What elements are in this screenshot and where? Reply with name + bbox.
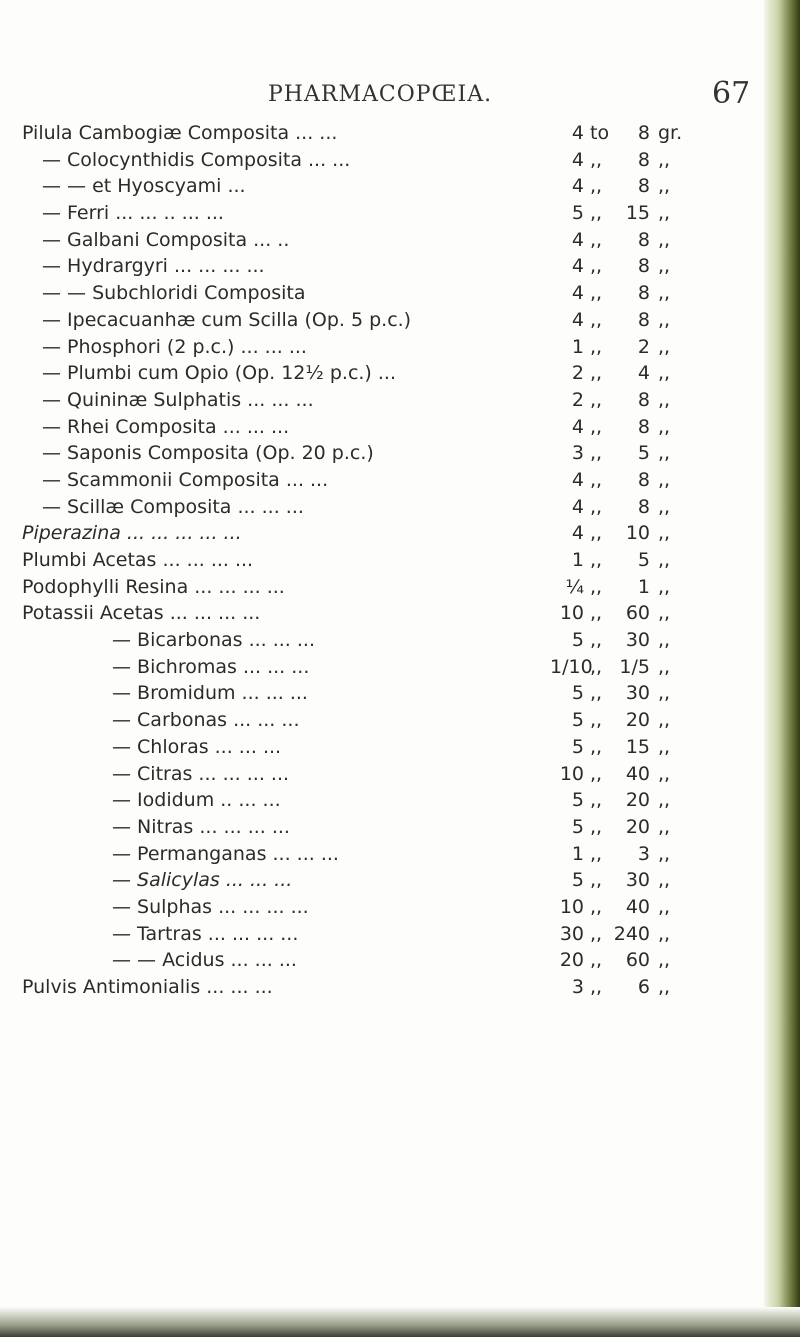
dose-separator: ,, — [590, 202, 603, 225]
dose-unit: ,, — [658, 549, 671, 571]
dose-min: ¼ — [565, 575, 584, 598]
dose-separator: ,, — [590, 976, 603, 998]
dose-unit: ,, — [658, 895, 671, 918]
drug-name: — — et Hyoscyami ... — [42, 175, 246, 198]
dose-row — [22, 654, 762, 681]
dose-min: 2 — [571, 362, 584, 385]
drug-name: — Permanganas ... ... ... — [112, 842, 339, 865]
dose-row — [22, 467, 762, 494]
dose-max: 1/5 — [619, 655, 650, 678]
dose-max: 3 — [637, 842, 650, 865]
dose-unit: ,, — [658, 468, 671, 491]
dose-separator: ,, — [590, 789, 603, 812]
dose-row — [22, 841, 762, 868]
dose-unit: ,, — [658, 842, 671, 865]
dose-max: 2 — [637, 335, 650, 358]
dose-unit: ,, — [658, 575, 671, 598]
dose-unit: ,, — [658, 442, 671, 465]
dose-min: 5 — [571, 735, 584, 758]
dose-min: 1 — [571, 842, 584, 865]
dose-separator: ,, — [590, 842, 603, 865]
dose-min: 5 — [571, 815, 584, 838]
dose-row — [22, 921, 762, 948]
drug-name: — — Acidus ... ... ... — [112, 949, 297, 972]
dose-separator: ,, — [590, 335, 603, 358]
drug-name: Pilula Cambogiæ Composita ... ... — [22, 122, 338, 144]
drug-name: — Sulphas ... ... ... ... — [112, 895, 309, 918]
dose-max: 20 — [625, 709, 650, 732]
dose-separator: ,, — [590, 682, 603, 705]
dose-min: 4 — [571, 522, 584, 545]
dose-separator: ,, — [590, 388, 603, 411]
page-number: 67 — [712, 76, 751, 111]
dose-separator: ,, — [590, 922, 603, 945]
dose-max: 8 — [637, 468, 650, 491]
dose-row — [22, 173, 762, 200]
dose-row — [22, 627, 762, 654]
drug-name: — Quininæ Sulphatis ... ... ... — [42, 388, 314, 411]
dose-row — [22, 494, 762, 521]
dose-separator: ,, — [590, 709, 603, 732]
page-edge-shadow — [764, 0, 800, 1337]
drug-name: — Tartras ... ... ... ... — [112, 922, 299, 945]
dose-unit: ,, — [658, 228, 671, 251]
dose-unit: ,, — [658, 629, 671, 652]
dose-max: 30 — [625, 629, 650, 652]
drug-name: Plumbi Acetas ... ... ... ... — [22, 549, 254, 571]
dose-unit: ,, — [658, 762, 671, 785]
dose-max: 15 — [625, 735, 650, 758]
dose-row — [22, 867, 762, 894]
dose-separator: ,, — [590, 869, 603, 892]
dose-max: 240 — [613, 922, 650, 945]
dose-row — [22, 894, 762, 921]
dose-min: 4 — [571, 175, 584, 198]
drug-name: — — Subchloridi Composita — [42, 282, 306, 305]
dose-separator: ,, — [590, 282, 603, 305]
dose-separator: ,, — [590, 602, 603, 625]
dose-row — [22, 761, 762, 788]
dose-unit: ,, — [658, 922, 671, 945]
drug-name: — Carbonas ... ... ... — [112, 709, 300, 732]
drug-name: — Plumbi cum Opio (Op. 12½ p.c.) ... — [42, 362, 396, 385]
dose-unit: ,, — [658, 202, 671, 225]
dose-min: 5 — [571, 869, 584, 892]
dose-separator: ,, — [590, 468, 603, 491]
dose-max: 8 — [637, 388, 650, 411]
dose-row — [22, 120, 762, 147]
dose-separator: ,, — [590, 522, 603, 545]
dose-separator: ,, — [590, 895, 603, 918]
dose-row — [22, 227, 762, 254]
dose-separator: ,, — [590, 228, 603, 251]
dose-min: 4 — [571, 282, 584, 305]
dose-row — [22, 734, 762, 761]
drug-name: — Bicarbonas ... ... ... — [112, 629, 315, 652]
running-head: PHARMACOPŒIA. — [268, 82, 493, 107]
dose-separator: ,, — [590, 549, 603, 571]
dose-separator: ,, — [590, 495, 603, 518]
drug-name: — Ferri ... ... .. ... ... — [42, 202, 224, 225]
dose-unit: ,, — [658, 709, 671, 732]
dose-max: 30 — [625, 869, 650, 892]
dose-min: 1/10 — [550, 655, 593, 678]
dose-max: 20 — [625, 789, 650, 812]
dose-unit: ,, — [658, 869, 671, 892]
dose-min: 4 — [571, 122, 584, 144]
dose-unit: ,, — [658, 495, 671, 518]
dose-max: 6 — [637, 976, 650, 998]
dose-min: 5 — [571, 709, 584, 732]
dose-max: 1 — [637, 575, 650, 598]
drug-name: — Hydrargyri ... ... ... ... — [42, 255, 265, 278]
dose-min: 1 — [571, 549, 584, 571]
dose-max: 10 — [625, 522, 650, 545]
dose-separator: ,, — [590, 362, 603, 385]
dose-unit: gr. — [658, 122, 683, 144]
dose-separator: ,, — [590, 655, 603, 678]
dose-min: 2 — [571, 388, 584, 411]
dose-max: 5 — [637, 549, 650, 571]
dose-min: 4 — [571, 308, 584, 331]
dose-row — [22, 947, 762, 974]
dose-unit: ,, — [658, 388, 671, 411]
drug-name: Pulvis Antimonialis ... ... ... — [22, 976, 273, 998]
dose-min: 10 — [559, 602, 584, 625]
drug-name: — Nitras ... ... ... ... — [112, 815, 290, 838]
dose-unit: ,, — [658, 335, 671, 358]
dose-row — [22, 280, 762, 307]
drug-name: — Chloras ... ... ... — [112, 735, 282, 758]
dose-max: 4 — [637, 362, 650, 385]
dose-min: 20 — [559, 949, 584, 972]
dose-min: 3 — [571, 976, 584, 998]
dose-min: 5 — [571, 629, 584, 652]
dose-unit: ,, — [658, 308, 671, 331]
dose-max: 40 — [625, 762, 650, 785]
drug-name: — Salicylas ... ... ... — [112, 869, 293, 892]
dose-row — [22, 680, 762, 707]
drug-name: — Citras ... ... ... ... — [112, 762, 290, 785]
dose-unit: ,, — [658, 976, 671, 998]
dose-row — [22, 387, 762, 414]
drug-name: Potassii Acetas ... ... ... ... — [22, 602, 261, 625]
dose-min: 4 — [571, 468, 584, 491]
dose-row — [22, 574, 762, 601]
dose-row — [22, 307, 762, 334]
drug-name: — Iodidum .. ... ... — [112, 789, 281, 812]
dose-unit: ,, — [658, 148, 671, 171]
dose-separator: to — [590, 122, 610, 144]
dose-row — [22, 253, 762, 280]
dose-min: 10 — [559, 895, 584, 918]
drug-name: Piperazina ... ... ... ... ... — [22, 522, 242, 545]
dose-separator: ,, — [590, 308, 603, 331]
drug-name: — Scillæ Composita ... ... ... — [42, 495, 304, 518]
dose-row — [22, 974, 762, 1001]
dose-min: 4 — [571, 495, 584, 518]
dose-max: 15 — [625, 202, 650, 225]
dose-unit: ,, — [658, 655, 671, 678]
dose-min: 4 — [571, 415, 584, 438]
dose-unit: ,, — [658, 415, 671, 438]
drug-name: Podophylli Resina ... ... ... ... — [22, 575, 285, 598]
dose-unit: ,, — [658, 175, 671, 198]
dose-row — [22, 334, 762, 361]
dose-max: 8 — [637, 175, 650, 198]
dose-max: 8 — [637, 122, 650, 144]
dose-unit: ,, — [658, 282, 671, 305]
dose-row — [22, 814, 762, 841]
dose-unit: ,, — [658, 735, 671, 758]
dose-min: 1 — [571, 335, 584, 358]
dose-unit: ,, — [658, 815, 671, 838]
dose-unit: ,, — [658, 602, 671, 625]
dose-min: 3 — [571, 442, 584, 465]
dose-unit: ,, — [658, 362, 671, 385]
dose-min: 5 — [571, 789, 584, 812]
dose-row — [22, 414, 762, 441]
dose-separator: ,, — [590, 575, 603, 598]
drug-name: — Saponis Composita (Op. 20 p.c.) — [42, 442, 374, 465]
dose-min: 10 — [559, 762, 584, 785]
dose-max: 40 — [625, 895, 650, 918]
dose-max: 8 — [637, 308, 650, 331]
dose-max: 8 — [637, 228, 650, 251]
drug-name: — Colocynthidis Composita ... ... — [42, 148, 351, 171]
dose-min: 5 — [571, 202, 584, 225]
dose-min: 5 — [571, 682, 584, 705]
dose-unit: ,, — [658, 949, 671, 972]
dose-max: 30 — [625, 682, 650, 705]
drug-name: — Ipecacuanhæ cum Scilla (Op. 5 p.c.) — [42, 308, 412, 331]
dose-separator: ,, — [590, 629, 603, 652]
dose-min: 4 — [571, 255, 584, 278]
page-bottom-shadow — [0, 1307, 800, 1337]
dose-separator: ,, — [590, 442, 603, 465]
dose-max: 8 — [637, 282, 650, 305]
dose-max: 60 — [625, 602, 650, 625]
dose-separator: ,, — [590, 175, 603, 198]
dose-row — [22, 547, 762, 574]
drug-name: — Galbani Composita ... .. — [42, 228, 290, 251]
dose-max: 8 — [637, 495, 650, 518]
dose-separator: ,, — [590, 762, 603, 785]
dose-separator: ,, — [590, 815, 603, 838]
dose-max: 5 — [637, 442, 650, 465]
dose-separator: ,, — [590, 735, 603, 758]
drug-name: — Scammonii Composita ... ... — [42, 468, 329, 491]
dose-separator: ,, — [590, 148, 603, 171]
dose-row — [22, 707, 762, 734]
dose-max: 20 — [625, 815, 650, 838]
dose-separator: ,, — [590, 415, 603, 438]
drug-name: — Rhei Composita ... ... ... — [42, 415, 290, 438]
dose-separator: ,, — [590, 949, 603, 972]
dose-max: 8 — [637, 255, 650, 278]
dose-unit: ,, — [658, 255, 671, 278]
dose-unit: ,, — [658, 789, 671, 812]
dose-min: 30 — [559, 922, 584, 945]
dose-row — [22, 520, 762, 547]
dose-row — [22, 440, 762, 467]
dose-max: 8 — [637, 148, 650, 171]
dose-row — [22, 600, 762, 627]
dose-min: 4 — [571, 148, 584, 171]
dose-max: 8 — [637, 415, 650, 438]
drug-name: — Bichromas ... ... ... — [112, 655, 310, 678]
dose-row — [22, 787, 762, 814]
dose-min: 4 — [571, 228, 584, 251]
dose-row — [22, 360, 762, 387]
dose-row — [22, 147, 762, 174]
dose-unit: ,, — [658, 522, 671, 545]
dose-max: 60 — [625, 949, 650, 972]
drug-name: — Phosphori (2 p.c.) ... ... ... — [42, 335, 307, 358]
dose-row — [22, 200, 762, 227]
dose-table — [22, 120, 762, 1001]
drug-name: — Bromidum ... ... ... — [112, 682, 308, 705]
dose-unit: ,, — [658, 682, 671, 705]
dose-separator: ,, — [590, 255, 603, 278]
